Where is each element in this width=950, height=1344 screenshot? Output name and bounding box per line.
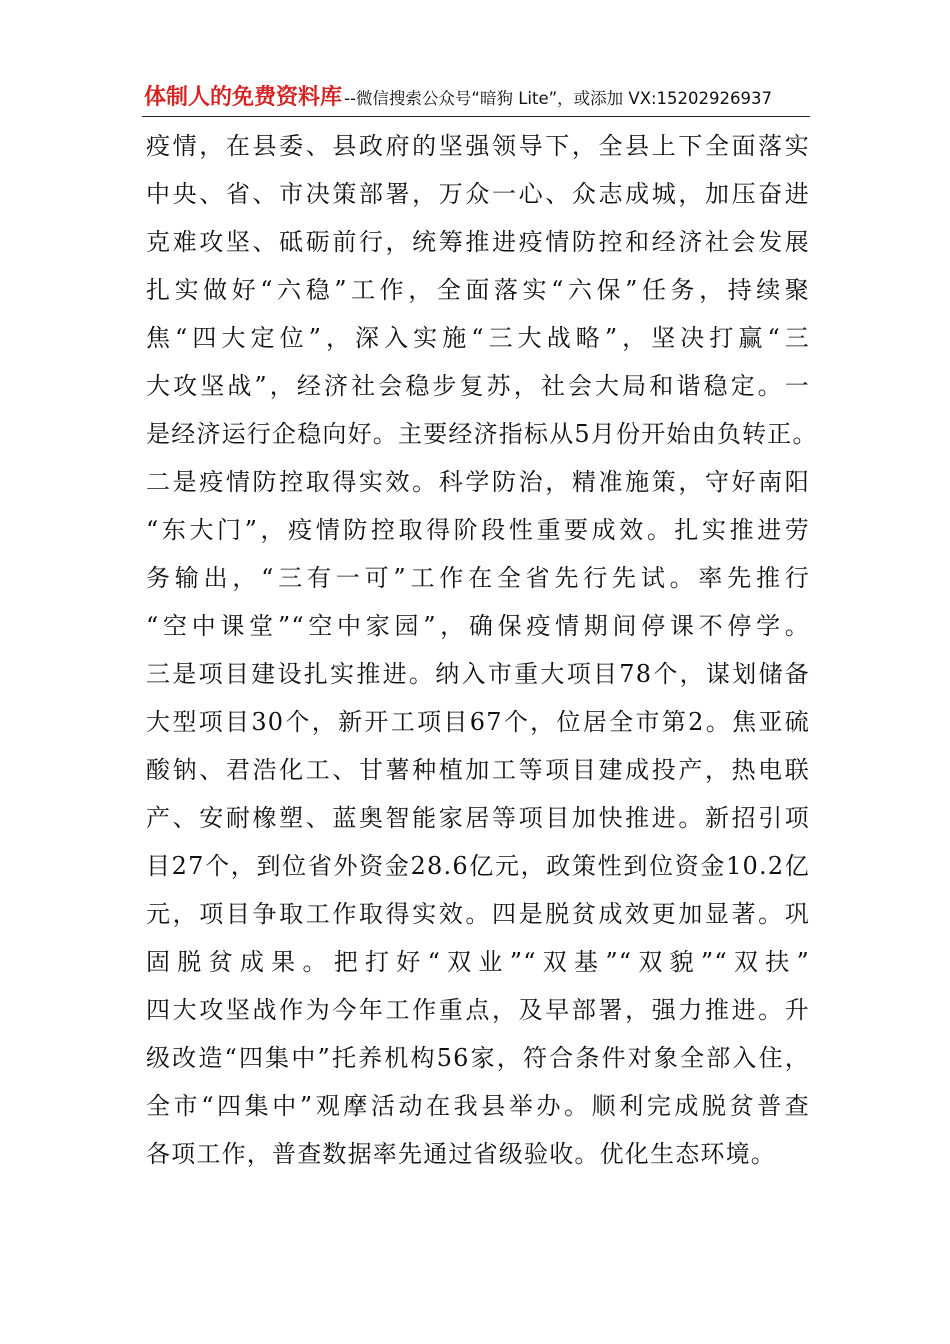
text-line: 元，项目争取工作取得实效。四是脱贫成效更加显著。巩 xyxy=(146,900,810,928)
header-divider xyxy=(142,116,810,117)
text-line: 务输出，“三有一可”工作在全省先行先试。率先推行 xyxy=(146,564,810,592)
text-line: 疫情，在县委、县政府的坚强领导下，全县上下全面落实 xyxy=(146,132,810,160)
text-line: 中央、省、市决策部署，万众一心、众志成城，加压奋进 xyxy=(146,180,810,208)
text-line: 焦“四大定位”，深入实施“三大战略”，坚决打赢“三 xyxy=(146,324,810,352)
page-header xyxy=(144,82,824,114)
text-line: 大攻坚战”，经济社会稳步复苏，社会大局和谐稳定。一 xyxy=(146,372,810,400)
text-line: 四大攻坚战作为今年工作重点，及早部署，强力推进。升 xyxy=(146,996,810,1024)
text-line: 大型项目30个，新开工项目67个，位居全市第2。焦亚硫 xyxy=(146,708,810,736)
text-line: “东大门”，疫情防控取得阶段性重要成效。扎实推进劳 xyxy=(146,516,810,544)
text-line: 酸钠、君浩化工、甘薯种植加工等项目建成投产，热电联 xyxy=(146,756,810,784)
text-line: 各项工作，普查数据率先通过省级验收。优化生态环境。 xyxy=(146,1140,776,1168)
text-line: 固脱贫成果。把打好“双业”“双基”“双貌”“双扶” xyxy=(146,948,810,976)
text-line: 克难攻坚、砥砺前行，统筹推进疫情防控和经济社会发展 xyxy=(146,228,810,256)
text-line: 三是项目建设扎实推进。纳入市重大项目78个，谋划储备 xyxy=(146,660,810,688)
text-line: 全市“四集中”观摩活动在我县举办。顺利完成脱贫普查 xyxy=(146,1092,810,1120)
body-paragraph xyxy=(146,122,818,1178)
text-line: 扎实做好“六稳”工作，全面落实“六保”任务，持续聚 xyxy=(146,276,810,304)
text-line: “空中课堂”“空中家园”，确保疫情期间停课不停学。 xyxy=(146,612,810,640)
text-line: 目27个，到位省外资金28.6亿元，政策性到位资金10.2亿 xyxy=(146,852,810,880)
text-line: 二是疫情防控取得实效。科学防治，精准施策，守好南阳 xyxy=(146,468,810,496)
header-title: 体制人的免费资料库 xyxy=(144,85,343,110)
header-subtitle: --微信搜索公众号“暗狗 Lite”，或添加 VX:15202926937 xyxy=(344,89,773,108)
text-line: 是经济运行企稳向好。主要经济指标从5月份开始由负转正。 xyxy=(146,420,818,448)
text-line: 产、安耐橡塑、蓝奥智能家居等项目加快推进。新招引项 xyxy=(146,804,810,832)
text-line: 级改造“四集中”托养机构56家，符合条件对象全部入住， xyxy=(146,1044,810,1072)
